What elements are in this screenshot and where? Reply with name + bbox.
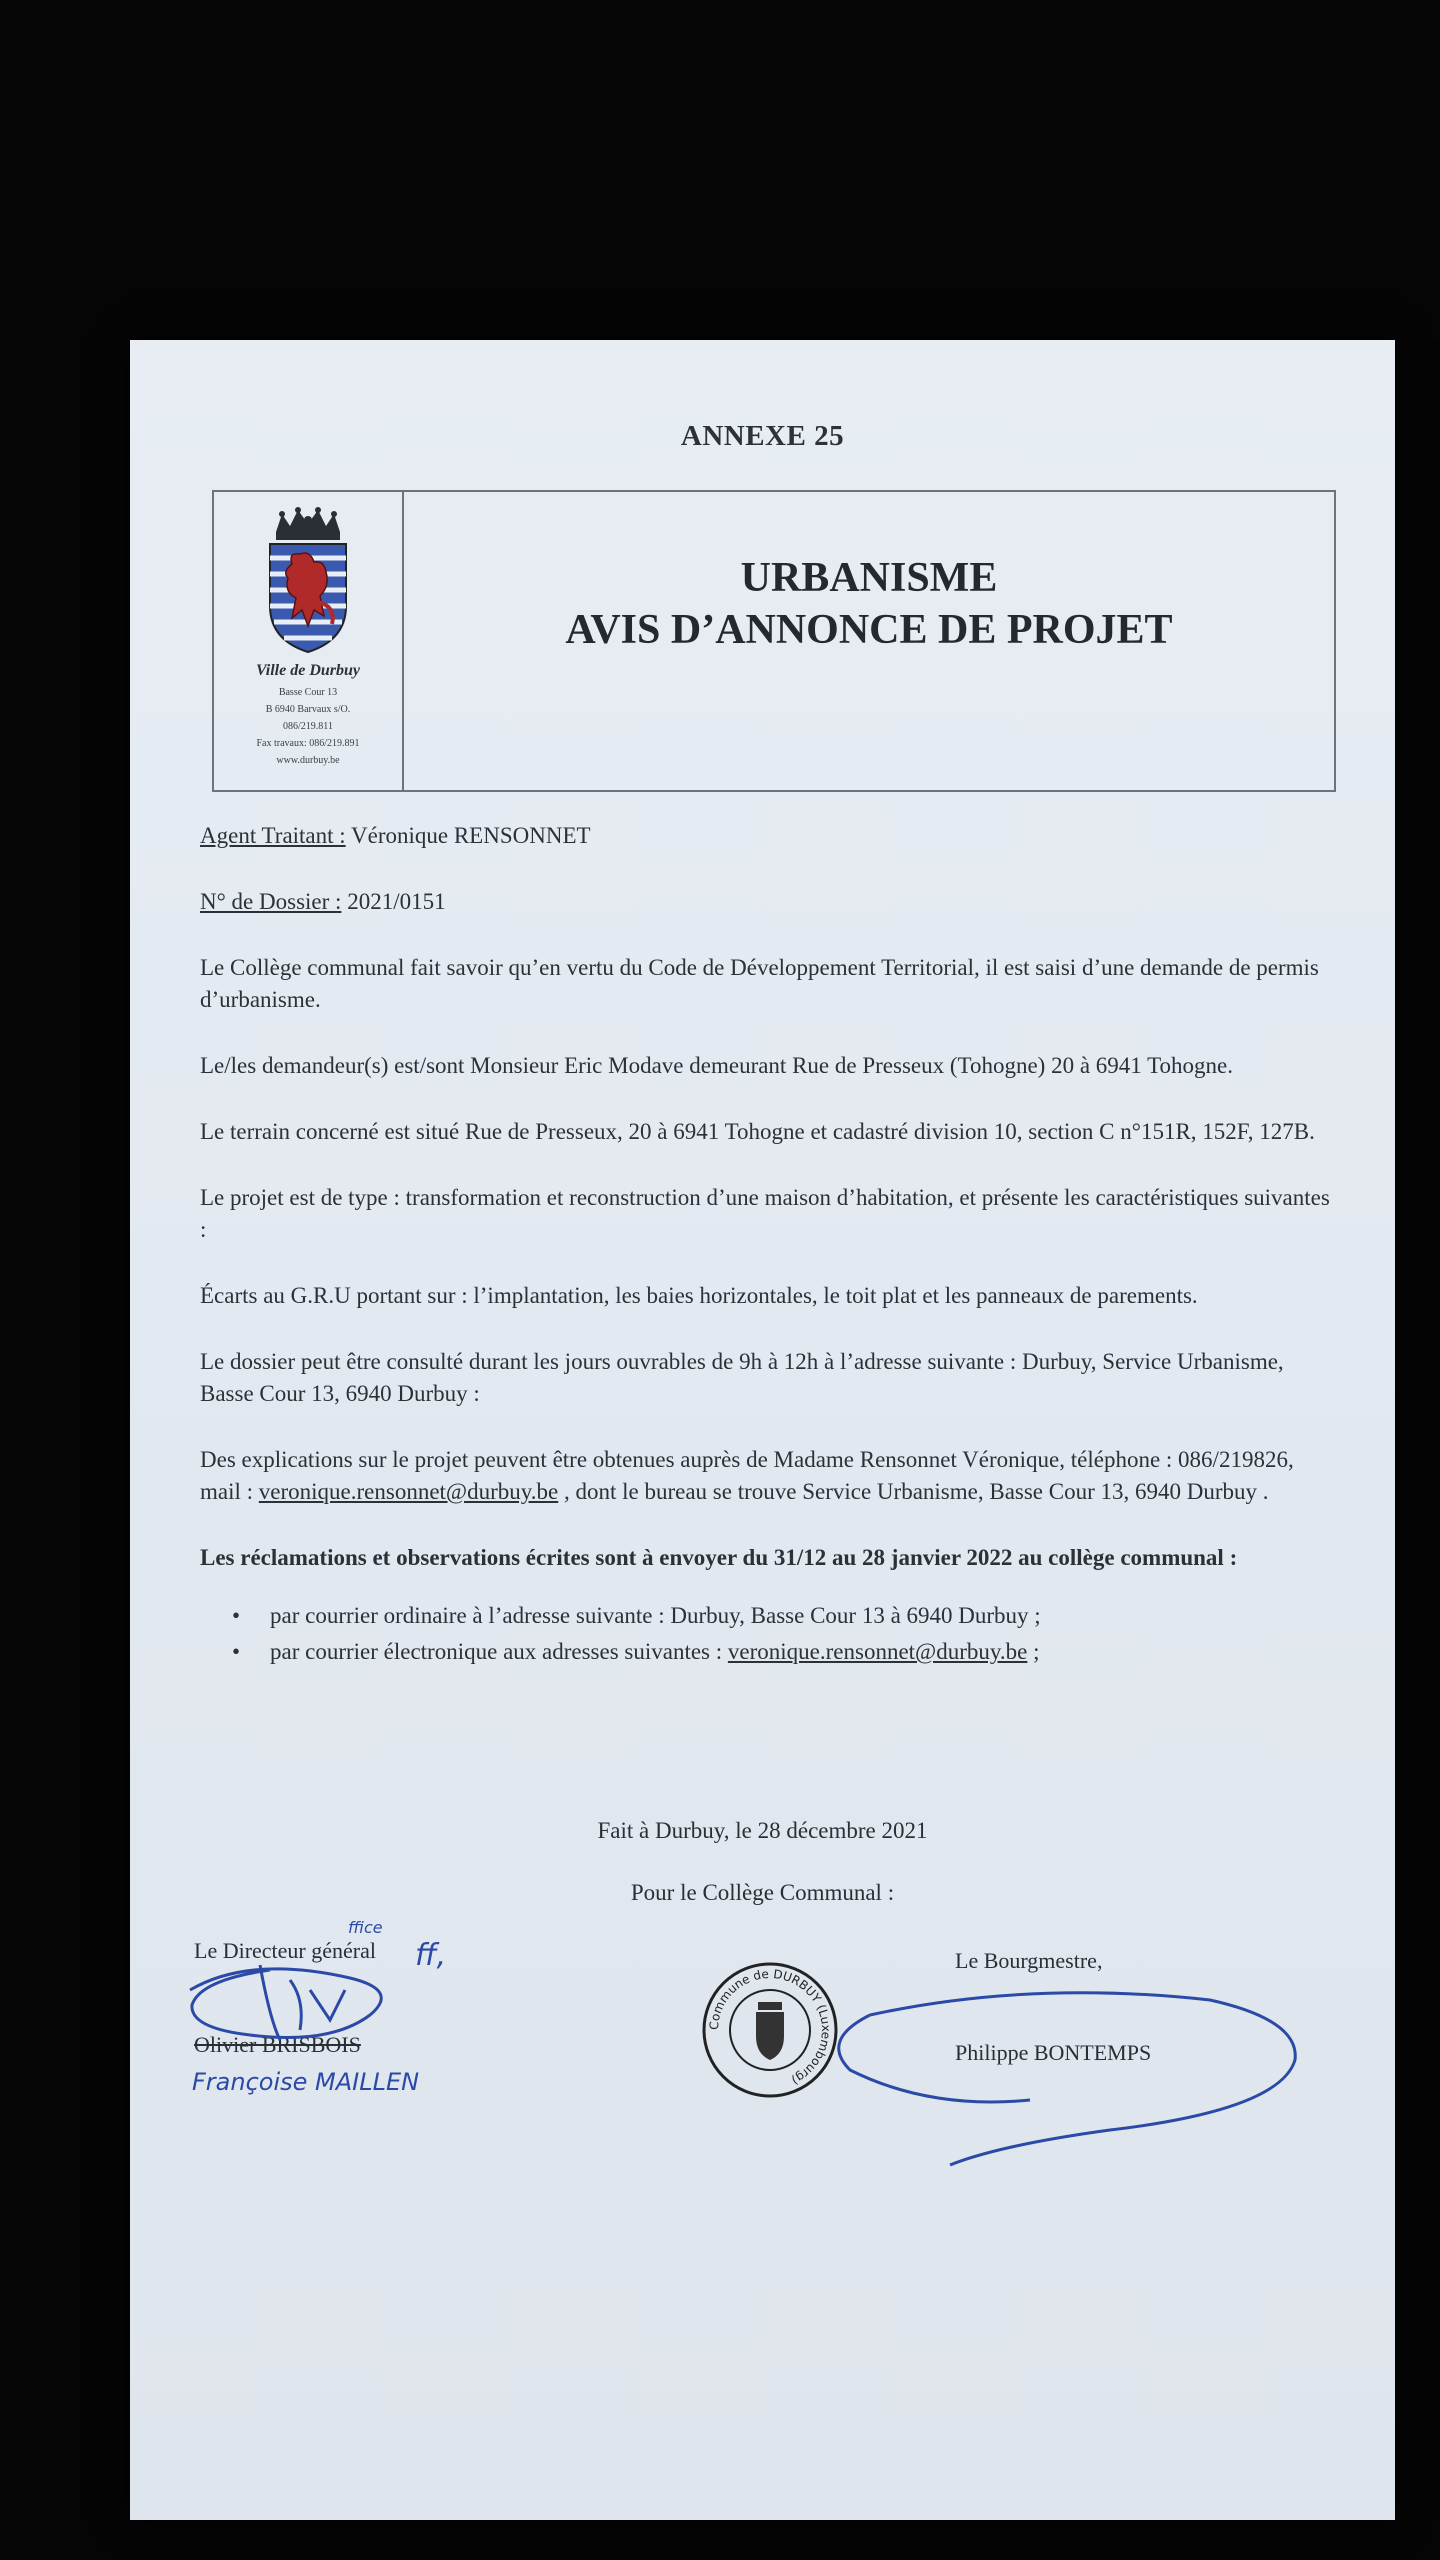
paragraph-intro: Le Collège communal fait savoir qu’en vertu du Code de Développement Territorial, il est saisi d’une demande de permis d’urbanisme. [200, 955, 1319, 1012]
director-signature [190, 1969, 381, 2038]
mayor-signature [839, 1993, 1296, 2165]
address-line: www.durbuy.be [276, 755, 340, 766]
city-address [214, 684, 402, 769]
place-date: Fait à Durbuy, le 28 décembre 2021 [597, 1818, 928, 1843]
document-title: URBANISME [740, 555, 998, 601]
agent-label: Agent Traitant : [200, 823, 346, 848]
contact-email-link[interactable]: veronique.rensonnet@durbuy.be [258, 1479, 559, 1504]
stamp-text: Commune de DURBUY (Luxembourg) [706, 1966, 834, 2088]
paragraph-project-type: Le projet est de type : transformation et reconstruction d’une maison d’habitation, et présente les caractéristiques suivantes : [200, 1185, 1330, 1242]
annex-label: ANNEXE 25 [680, 420, 845, 452]
dossier-line [200, 886, 1335, 918]
mayor-name: Philippe BONTEMPS [955, 2040, 1152, 2065]
college-line: Pour le Collège Communal : [630, 1880, 895, 1905]
paragraph-applicant: Le/les demandeur(s) est/sont Monsieur Eric Modave demeurant Rue de Presseux (Tohogne) 20 à 6941 Tohogne. [200, 1053, 1234, 1078]
claims-email-link[interactable]: veronique.rensonnet@durbuy.be [727, 1639, 1028, 1664]
document-subtitle: AVIS D’ANNONCE DE PROJET [565, 607, 1173, 653]
list-item-text-end: ; [1027, 1639, 1040, 1664]
agent-line [200, 820, 1335, 852]
contact-text-end: , dont le bureau se trouve Service Urbanisme, Basse Cour 13, 6940 Durbuy . [558, 1479, 1269, 1504]
city-logo-cell [214, 492, 404, 790]
agent-value: Véronique RENSONNET [345, 823, 591, 848]
paragraph-claims: Les réclamations et observations écrites sont à envoyer du 31/12 au 28 janvier 2022 au collège communal : [200, 1545, 1238, 1570]
city-name: Ville de Durbuy [255, 662, 360, 679]
municipal-stamp-icon [700, 1960, 840, 2100]
paragraph-deviations: Écarts au G.R.U portant sur : l’implantation, les baies horizontales, le toit plat et les panneaux de parements. [200, 1283, 1198, 1308]
address-line: B 6940 Barvaux s/O. [265, 704, 351, 715]
director-name: Olivier BRISBOIS [194, 2032, 361, 2057]
contact-text: Des explications sur le projet peuvent être obtenues auprès de Madame Rensonnet Véronique, téléphone : 086/219826, mail : [200, 1447, 1294, 1504]
paragraph-contact [200, 1444, 1335, 1508]
director-title: Le Directeur général [194, 1938, 376, 1963]
dossier-label: N° de Dossier : [200, 889, 342, 914]
handwritten-ff: ff, [415, 1938, 447, 1973]
claims-list [200, 1600, 1335, 1668]
address-line: 086/219.811 [283, 721, 333, 732]
address-line: Fax travaux: 086/219.891 [256, 738, 360, 749]
handwritten-vice: ffice [348, 1918, 383, 1937]
handwritten-name: Françoise MAILLEN [192, 2068, 420, 2096]
paragraph-consultation: Le dossier peut être consulté durant les jours ouvrables de 9h à 12h à l’adresse suivante : Durbuy, Service Urbanisme, Basse Cour 13, 6940 Durbuy : [200, 1349, 1284, 1406]
city-crest-icon [258, 506, 358, 656]
address-line: Basse Cour 13 [278, 687, 338, 698]
header-box [212, 490, 1336, 792]
list-item: • par courrier ordinaire à l’adresse suivante : Durbuy, Basse Cour 13 à 6940 Durbuy ; [270, 1600, 1335, 1632]
list-item [270, 1636, 1335, 1668]
dossier-value: 2021/0151 [341, 889, 446, 914]
paragraph-land: Le terrain concerné est situé Rue de Presseux, 20 à 6941 Tohogne et cadastré division 10, section C n°151R, 152F, 127B. [200, 1119, 1315, 1144]
notice-document [130, 340, 1395, 2520]
title-cell [404, 492, 1334, 790]
list-item-text: par courrier électronique aux adresses suivantes : [270, 1639, 728, 1664]
notice-body [200, 820, 1335, 1672]
mayor-title: Le Bourgmestre, [955, 1948, 1103, 1973]
